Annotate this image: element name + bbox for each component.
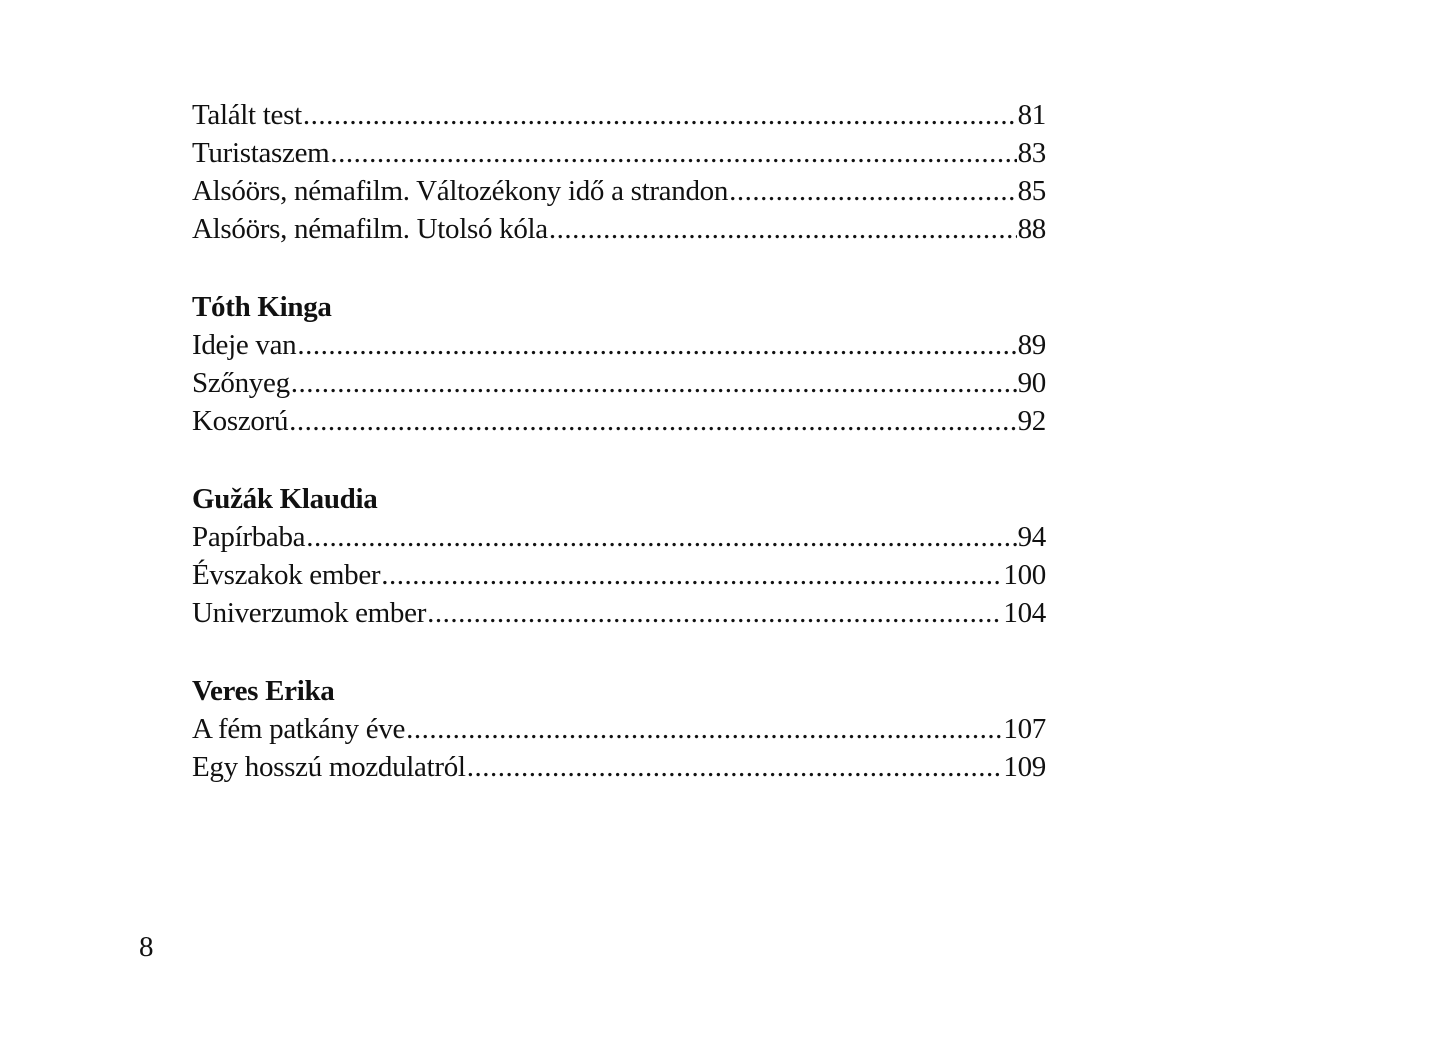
dot-leader (303, 96, 1017, 134)
toc-entry (192, 326, 1046, 364)
entry-page: 94 (1017, 521, 1046, 553)
toc-entry (192, 710, 1046, 748)
toc-section (192, 288, 1046, 440)
dot-leader (291, 364, 1017, 402)
dot-leader (467, 748, 1003, 786)
toc-entry (192, 96, 1046, 134)
dot-leader (330, 134, 1016, 172)
entry-title: Koszorú (192, 405, 289, 437)
entry-page: 107 (1003, 713, 1046, 745)
toc-entry (192, 518, 1046, 556)
author-heading: Gužák Klaudia (192, 483, 378, 515)
entry-title: Talált test (192, 99, 302, 131)
entry-page: 90 (1017, 367, 1046, 399)
toc-entry (192, 364, 1046, 402)
page-number: 8 (139, 931, 154, 963)
entry-page: 88 (1017, 213, 1046, 245)
entry-page: 104 (1003, 597, 1046, 629)
entry-title: Turistaszem (192, 137, 330, 169)
toc-entry (192, 402, 1046, 440)
toc-section (192, 480, 1046, 632)
dot-leader (289, 402, 1016, 440)
dot-leader (406, 710, 1002, 748)
toc-section (192, 672, 1046, 786)
entry-page: 83 (1017, 137, 1046, 169)
table-of-contents (192, 96, 1046, 786)
author-heading: Tóth Kinga (192, 291, 332, 323)
entry-title: Szőnyeg (192, 367, 290, 399)
entry-title: Évszakok ember (192, 559, 381, 591)
entry-page: 109 (1003, 751, 1046, 783)
entry-page: 92 (1017, 405, 1046, 437)
dot-leader (729, 172, 1017, 210)
toc-section (192, 96, 1046, 248)
toc-entry (192, 134, 1046, 172)
entry-page: 85 (1017, 175, 1046, 207)
entry-title: Alsóörs, némafilm. Utolsó kóla (192, 213, 548, 245)
author-heading: Veres Erika (192, 675, 335, 707)
entry-page: 89 (1017, 329, 1046, 361)
entry-title: Ideje van (192, 329, 297, 361)
entry-title: Egy hosszú mozdulatról (192, 751, 466, 783)
entry-page: 81 (1017, 99, 1046, 131)
dot-leader (306, 518, 1016, 556)
entry-title: Univerzumok ember (192, 597, 427, 629)
dot-leader (297, 326, 1016, 364)
toc-entry (192, 210, 1046, 248)
entry-title: A fém patkány éve (192, 713, 406, 745)
dot-leader (381, 556, 1002, 594)
entry-page: 100 (1003, 559, 1046, 591)
toc-entry (192, 594, 1046, 632)
toc-entry (192, 172, 1046, 210)
toc-entry (192, 556, 1046, 594)
entry-title: Alsóörs, némafilm. Változékony idő a strandon (192, 175, 729, 207)
toc-entry (192, 748, 1046, 786)
dot-leader (427, 594, 1002, 632)
dot-leader (549, 210, 1017, 248)
entry-title: Papírbaba (192, 521, 306, 553)
